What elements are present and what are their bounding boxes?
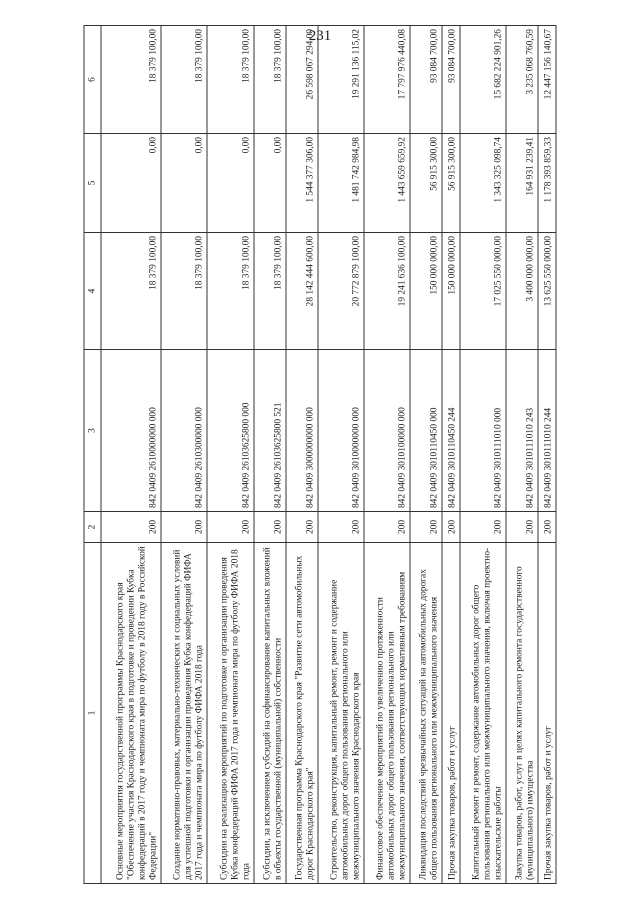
header-col-6: 6 [84,26,101,134]
row-code-200: 200 [286,512,318,543]
row-remaining-value: 18 379 100,00 [207,26,253,134]
header-col-5: 5 [84,134,101,233]
row-approved-value: 28 142 444 600,00 [286,233,318,350]
table-row [101,26,161,884]
row-executed-value: 1 481 742 984,98 [318,134,364,233]
row-name: Субсидии, за исключением субсидий на софинансирование капитальных вложений в объекты государственной (муниципальной) собственности [254,543,286,884]
table-row [286,26,318,884]
row-remaining-value: 15 682 224 901,26 [460,26,506,134]
table-header-row [84,26,101,884]
row-remaining-value: 93 084 700,00 [410,26,442,134]
row-code-200: 200 [161,512,207,543]
row-remaining-value: 12 447 156 140,67 [538,26,556,134]
row-executed-value: 0,00 [101,134,161,233]
row-name: Создание нормативно-правовых, материально-технических и социальных условий для успешной подготовки и организации проведения Кубка конфедераций ФИФА 2017 года и чемпионата мира по футболу ФИФА 2018 года [161,543,207,884]
row-approved-value: 18 379 100,00 [207,233,253,350]
row-remaining-value: 18 379 100,00 [254,26,286,134]
row-approved-value: 17 025 550 000,00 [460,233,506,350]
page-number: 231 [308,28,332,44]
row-code-200: 200 [538,512,556,543]
row-code-200: 200 [318,512,364,543]
row-budget-code: 842 0409 3010000000 000 [318,350,364,512]
row-name: Основные мероприятия государственной программы Краснодарского края "Обеспечение участия Краснодарского края в подготовке и проведении Кубка конфедераций в 2017 году и чемпионата мира по футболу в 2018 году в Российской Федерации" [101,543,161,884]
row-name: Ликвидация последствий чрезвычайных ситуаций на автомобильных дорогах общего пользования регионального или межмуниципального значения [410,543,442,884]
row-name: Строительство, реконструкция, капитальный ремонт, ремонт и содержание автомобильных дорог общего пользования регионального или межмуниципального значения Краснодарского края [318,543,364,884]
row-remaining-value: 18 379 100,00 [101,26,161,134]
row-approved-value: 18 379 100,00 [161,233,207,350]
row-budget-code: 842 0409 26103625800 521 [254,350,286,512]
header-col-2: 2 [84,512,101,543]
row-approved-value: 19 241 636 100,00 [364,233,410,350]
header-col-3: 3 [84,350,101,512]
row-name: Государственная программа Краснодарского края "Развитие сети автомобильных дорог Краснодарского края" [286,543,318,884]
table-row [207,26,253,884]
header-col-4: 4 [84,233,101,350]
row-name: Капитальный ремонт и ремонт, содержание автомобильных дорог общего пользования регионального или межмуниципального значения, включая проектно-изыскательские работы [460,543,506,884]
row-executed-value: 0,00 [254,134,286,233]
row-name: Финансовое обеспечение мероприятий по увеличению протяженности автомобильных дорог общего пользования регионального или межмуниципального значения, соответствующих нормативным требованиям [364,543,410,884]
row-approved-value: 3 400 000 000,00 [506,233,538,350]
row-budget-code: 842 0409 3010100000 000 [364,350,410,512]
table-row [254,26,286,884]
row-budget-code: 842 0409 26103625800 000 [207,350,253,512]
table-row [410,26,442,884]
row-name: Закупка товаров, работ, услуг в целях капитального ремонта государственного (муниципального) имущества [506,543,538,884]
table-row [364,26,410,884]
row-approved-value: 20 772 879 100,00 [318,233,364,350]
row-code-200: 200 [410,512,442,543]
row-approved-value: 150 000 000,00 [442,233,460,350]
row-budget-code: 842 0409 3010111010 244 [538,350,556,512]
row-remaining-value: 19 291 136 115,02 [318,26,364,134]
row-budget-code: 842 0409 2610000000 000 [101,350,161,512]
row-approved-value: 13 625 550 000,00 [538,233,556,350]
table-row [161,26,207,884]
row-budget-code: 842 0409 3010111010 000 [460,350,506,512]
row-code-200: 200 [254,512,286,543]
table-row [460,26,506,884]
row-code-200: 200 [460,512,506,543]
row-code-200: 200 [506,512,538,543]
row-budget-code: 842 0409 3010110450 244 [442,350,460,512]
row-executed-value: 1 443 659 659,92 [364,134,410,233]
table-row [538,26,556,884]
row-executed-value: 1 178 393 859,33 [538,134,556,233]
table-row [442,26,460,884]
row-code-200: 200 [442,512,460,543]
row-remaining-value: 3 235 068 760,59 [506,26,538,134]
row-budget-code: 842 0409 3000000000 000 [286,350,318,512]
header-col-1: 1 [84,543,101,884]
row-executed-value: 1 544 377 306,00 [286,134,318,233]
row-name: Прочая закупка товаров, работ и услуг [538,543,556,884]
row-remaining-value: 26 598 067 294,00 [286,26,318,134]
row-code-200: 200 [101,512,161,543]
row-approved-value: 18 379 100,00 [101,233,161,350]
row-executed-value: 1 343 325 098,74 [460,134,506,233]
row-code-200: 200 [207,512,253,543]
row-executed-value: 56 915 300,00 [410,134,442,233]
row-code-200: 200 [364,512,410,543]
table-row [506,26,538,884]
row-remaining-value: 17 797 976 440,08 [364,26,410,134]
row-budget-code: 842 0409 2610300000 000 [161,350,207,512]
row-name: Прочая закупка товаров, работ и услуг [442,543,460,884]
row-name: Субсидии на реализацию мероприятий по подготовке и организации проведения Кубка конфедераций ФИФА 2017 года и чемпионата мира по футболу ФИФА 2018 года [207,543,253,884]
budget-table [84,25,557,884]
table-row [318,26,364,884]
row-budget-code: 842 0409 3010111010 243 [506,350,538,512]
row-approved-value: 18 379 100,00 [254,233,286,350]
row-budget-code: 842 0409 3010110450 000 [410,350,442,512]
row-remaining-value: 93 084 700,00 [442,26,460,134]
row-executed-value: 0,00 [207,134,253,233]
row-executed-value: 0,00 [161,134,207,233]
row-remaining-value: 18 379 100,00 [161,26,207,134]
row-approved-value: 150 000 000,00 [410,233,442,350]
row-executed-value: 164 931 239,41 [506,134,538,233]
row-executed-value: 56 915 300,00 [442,134,460,233]
